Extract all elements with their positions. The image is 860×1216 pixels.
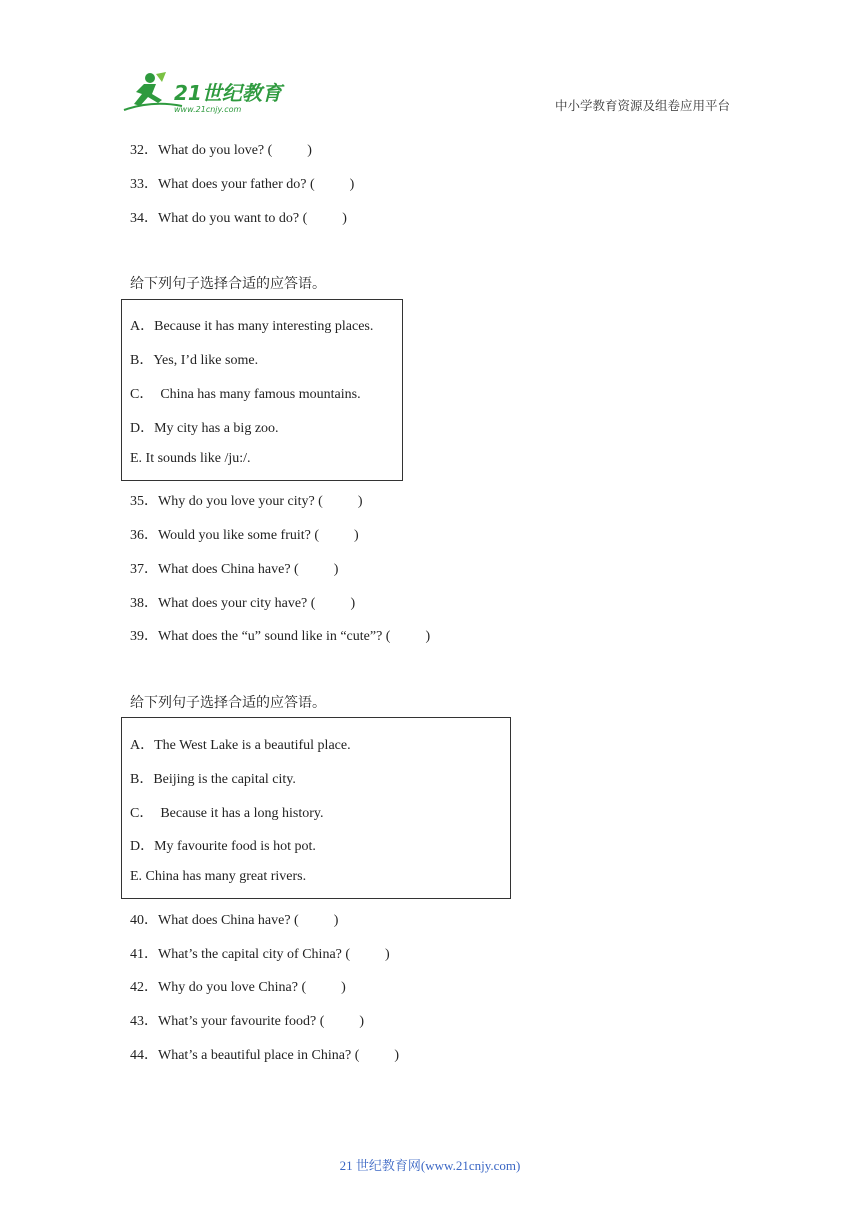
section1-options-box (121, 299, 403, 481)
option-a: A．Because it has many interesting places. (130, 319, 374, 334)
question-39: 39．What does the “u” sound like in “cute”? ( ) (130, 629, 431, 644)
question-37: 37．What does China have? ( ) (130, 562, 339, 577)
footer-link[interactable]: 21 世纪教育网(www.21cnjy.com) (339, 1158, 521, 1173)
option-e: E. It sounds like /ju:/. (130, 451, 251, 466)
runner-logo-icon (122, 70, 292, 114)
option-d: D．My favourite food is hot pot. (130, 839, 316, 854)
option-b: B．Yes, I’d like some. (130, 353, 259, 368)
logo-sub: www.21cnjy.com (174, 105, 242, 114)
site-logo (122, 70, 292, 114)
option-c: C． Because it has a long history. (130, 806, 324, 821)
question-32: 32．What do you love? ( ) (130, 143, 312, 158)
question-33: 33．What does your father do? ( ) (130, 177, 355, 192)
option-e: E. China has many great rivers. (130, 869, 307, 884)
question-43: 43．What’s your favourite food? ( ) (130, 1014, 365, 1029)
section2-instruction: 给下列句子选择合适的应答语。 (130, 695, 326, 711)
question-36: 36．Would you like some fruit? ( ) (130, 528, 359, 543)
question-41: 41．What’s the capital city of China? ( ) (130, 947, 390, 962)
section1-instruction: 给下列句子选择合适的应答语。 (130, 276, 326, 292)
question-42: 42．Why do you love China? ( ) (130, 980, 346, 995)
section2-options-box (121, 717, 511, 899)
option-c: C． China has many famous mountains. (130, 387, 361, 402)
option-d: D．My city has a big zoo. (130, 421, 279, 436)
option-b: B．Beijing is the capital city. (130, 772, 296, 787)
question-35: 35．Why do you love your city? ( ) (130, 494, 363, 509)
option-a: A．The West Lake is a beautiful place. (130, 738, 351, 753)
question-38: 38．What does your city have? ( ) (130, 596, 356, 611)
question-34: 34．What do you want to do? ( ) (130, 211, 347, 226)
question-40: 40．What does China have? ( ) (130, 913, 339, 928)
logo-text: 21世纪教育 (174, 81, 282, 105)
platform-label: 中小学教育资源及组卷应用平台 (554, 98, 730, 113)
question-44: 44．What’s a beautiful place in China? ( ) (130, 1048, 400, 1063)
